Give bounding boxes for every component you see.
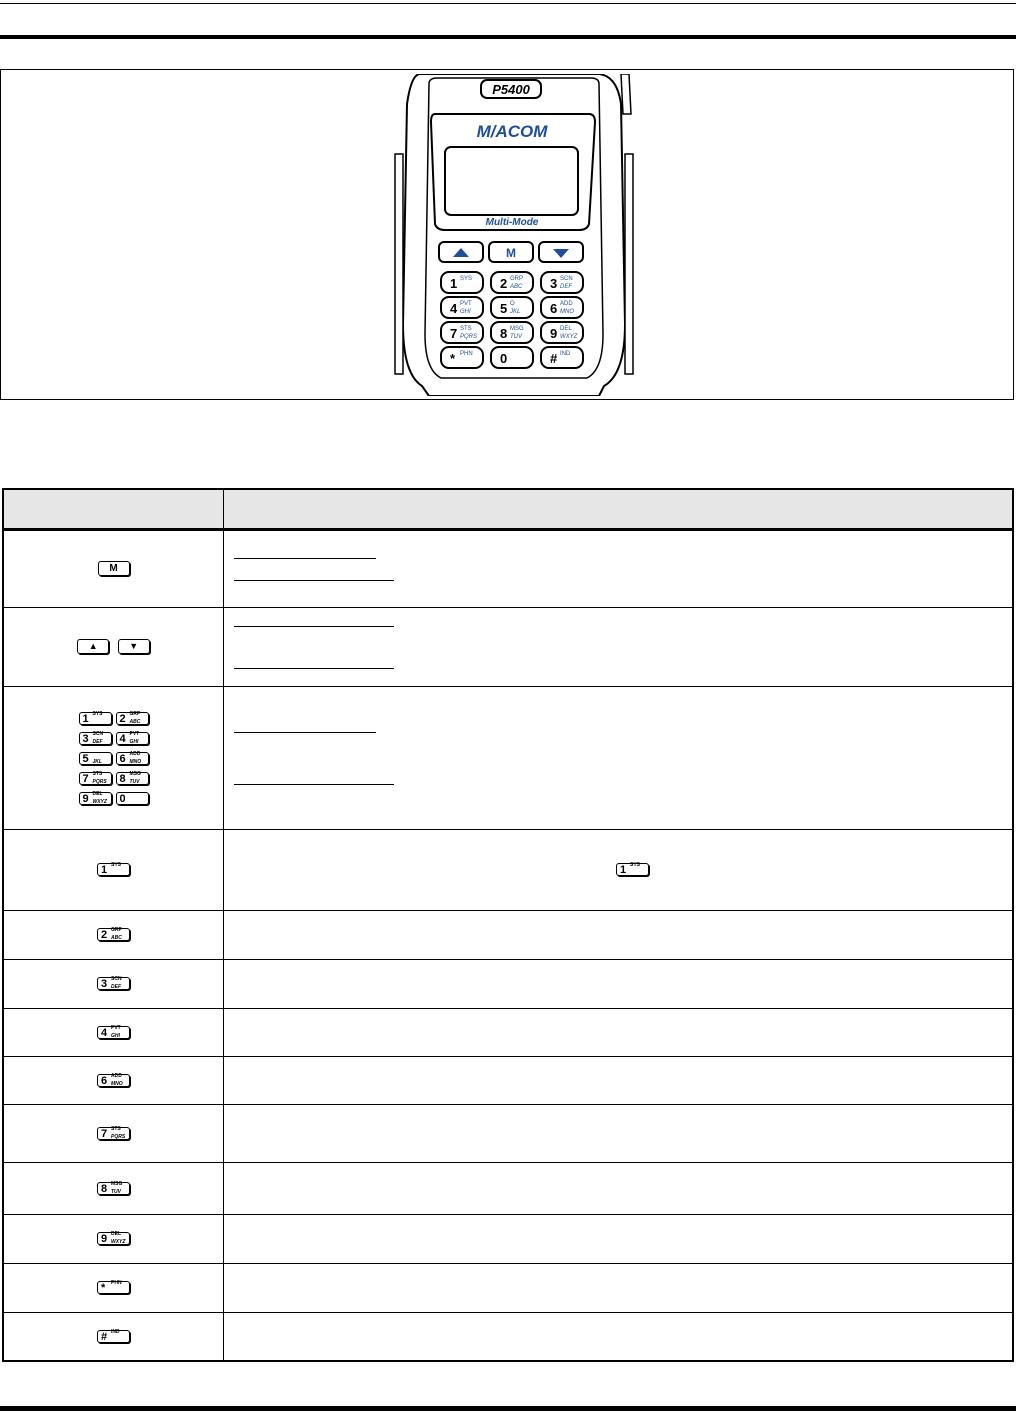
radio-key-letters-label: MNO [560, 309, 574, 315]
key-digit: 1 [82, 712, 89, 725]
key-letters-label: GHI [111, 1032, 120, 1039]
key-digit: 6 [101, 1074, 108, 1087]
key-letters-label: ABC [129, 718, 141, 725]
radio-key-digit: * [450, 351, 456, 366]
radio-key-digit: 7 [450, 326, 458, 341]
table-row [3, 608, 1013, 687]
table-row [3, 1163, 1013, 1215]
key-function-label: STS [111, 1125, 121, 1132]
radio-key-function-label: ADD [560, 301, 573, 307]
radio-key-down[interactable] [539, 242, 583, 262]
key-letters-label: MNO [111, 1080, 123, 1087]
table-row [3, 1105, 1013, 1163]
radio-key-digit: 6 [550, 301, 558, 316]
key-digit: 8 [119, 772, 126, 785]
table-row [3, 1313, 1013, 1361]
key-function-table [2, 488, 1014, 1362]
key-star [97, 1281, 130, 1294]
key-function-label: STS [92, 770, 103, 777]
key-letters-label: TUV [129, 778, 140, 785]
key-function-label: PVT [111, 1024, 121, 1031]
svg-text:M: M [506, 246, 516, 260]
radio-key-5[interactable] [491, 297, 533, 318]
table-row [3, 911, 1013, 960]
blank-underline [234, 557, 376, 559]
header-description-column [224, 489, 1014, 530]
key-function-label: ADD [111, 1072, 122, 1079]
radio-key-function-label: IND [560, 351, 571, 357]
radio-key-6[interactable] [541, 297, 583, 318]
key-digit: 9 [101, 1233, 108, 1246]
blank-underline [234, 667, 394, 669]
key-function-label: IND [111, 1328, 120, 1335]
key-6 [97, 1074, 130, 1087]
radio-key-digit: # [550, 351, 558, 366]
radio-key-8[interactable] [491, 322, 533, 343]
key-digit: 2 [101, 929, 108, 942]
radio-key-letters-label: JKL [510, 309, 521, 315]
table-row [3, 1009, 1013, 1057]
key-digit: 1 [620, 864, 627, 877]
key-digit: 7 [101, 1127, 108, 1140]
blank-underline [234, 731, 376, 733]
key-0 [116, 792, 149, 805]
key-letters-label: WXYZ [111, 1239, 126, 1246]
key-letters-label: WXYZ [92, 798, 107, 805]
radio-key-digit: 3 [550, 276, 558, 291]
radio-key-digit: 0 [500, 351, 508, 366]
key-letters-label: TUV [111, 1188, 121, 1195]
blank-underline [234, 783, 394, 785]
key-7 [79, 772, 112, 785]
radio-key-function-label: MSG [510, 326, 524, 332]
table-row [3, 530, 1013, 608]
menu-key: M [98, 561, 130, 576]
key-9 [79, 792, 112, 805]
radio-key-up[interactable] [439, 242, 483, 262]
header-rule-thick [0, 35, 1016, 39]
table-row [3, 1264, 1013, 1313]
table-row [3, 1215, 1013, 1264]
key-letters-label: MNO [129, 758, 142, 765]
key-5 [79, 752, 112, 765]
radio-key-function-label: O [510, 301, 515, 307]
key-digit: 4 [119, 732, 126, 745]
radio-key-letters-label: ABC [510, 284, 523, 290]
table-row [3, 687, 1013, 830]
key-function-label: ADD [129, 750, 141, 757]
radio-key-function-label: SCN [560, 276, 573, 282]
key-2 [116, 712, 149, 725]
key-hash [97, 1330, 130, 1343]
radio-key-2[interactable] [491, 272, 533, 293]
key-6 [116, 752, 149, 765]
brand-logo: M/ACOM [476, 122, 548, 141]
radio-key-7[interactable] [441, 322, 483, 343]
key-9 [97, 1232, 130, 1245]
key-function-label: SYS [92, 710, 103, 717]
blank-underline [234, 579, 394, 581]
key-8 [116, 772, 149, 785]
radio-key-function-label: STS [460, 326, 472, 332]
radio-key-digit: 1 [450, 276, 458, 291]
key-digit: 1 [101, 864, 108, 877]
key-function-label: PHN [111, 1280, 122, 1287]
key-function-label: GRP [111, 927, 122, 934]
key-function-label: DEL [111, 1231, 121, 1238]
radio-key-4[interactable] [441, 297, 483, 318]
key-8 [97, 1182, 130, 1195]
key-function-label: MSG [129, 770, 141, 777]
key-1 [97, 863, 130, 876]
footer-rule-thick [0, 1406, 1016, 1411]
key-letters-label: GHI [129, 738, 139, 745]
table-row [3, 830, 1013, 911]
radio-key-function-label: PHN [460, 351, 473, 357]
radio-key-digit: 2 [500, 276, 508, 291]
key-digit: 6 [119, 752, 126, 765]
table-row [3, 1057, 1013, 1105]
radio-figure [0, 69, 1014, 400]
key-digit: 9 [82, 792, 89, 805]
radio-key-letters-label: DEF [560, 284, 572, 290]
radio-key-letters-label: GHI [460, 309, 471, 315]
key-digit: 0 [119, 792, 126, 805]
arrow-down-key: ▼ [118, 639, 150, 654]
key-digit: 3 [101, 978, 108, 991]
radio-key-letters-label: WXYZ [560, 334, 578, 340]
keypad-key-stack [4, 712, 223, 805]
key-7 [97, 1127, 130, 1140]
radio-key-9[interactable] [541, 322, 583, 343]
key-digit: 8 [101, 1182, 108, 1195]
radio-key-letters-label: PQRS [460, 334, 478, 340]
key-letters-label: DEF [92, 738, 103, 745]
radio-key-star[interactable] [441, 347, 483, 368]
key-letters-label: PQRS [111, 1133, 126, 1140]
key-digit: 3 [82, 732, 89, 745]
radio-key-digit: 9 [550, 326, 558, 341]
key-digit: 2 [119, 712, 126, 725]
radio-key-digit: 8 [500, 326, 508, 341]
blank-underline [234, 625, 394, 627]
radio-key-menu[interactable] [489, 242, 533, 262]
radio-key-digit: 5 [500, 301, 508, 316]
key-3 [97, 977, 130, 990]
key-function-label: SCN [111, 976, 122, 983]
key-digit: 4 [101, 1026, 108, 1039]
key-function-label: SYS [630, 862, 641, 869]
table-row [3, 960, 1013, 1009]
key-4 [97, 1026, 130, 1039]
key-function-label: GRP [129, 710, 141, 717]
key-3 [79, 732, 112, 745]
key-letters-label: JKL [92, 758, 102, 765]
radio-key-function-label: DEL [560, 326, 572, 332]
radio-key-letters-label: TUV [510, 334, 522, 340]
key-digit: * [101, 1282, 106, 1295]
key-digit: # [101, 1330, 108, 1343]
display-caption: Multi-Mode [485, 217, 539, 228]
key-letters-label: DEF [111, 984, 121, 991]
key-digit: 7 [82, 772, 89, 785]
radio-key-function-label: PVT [460, 301, 472, 307]
radio-key-function-label: GRP [510, 276, 524, 282]
radio-key-1[interactable] [441, 272, 483, 293]
radio-key-0[interactable] [491, 347, 533, 368]
key-function-label: SYS [111, 862, 122, 869]
model-label: P5400 [492, 82, 530, 97]
header-key-column [3, 489, 224, 530]
key-1 [79, 712, 112, 725]
key-function-label: MSG [111, 1180, 123, 1187]
radio-key-function-label: SYS [460, 276, 473, 282]
key-function-label: SCN [92, 730, 104, 737]
key-2 [97, 928, 130, 941]
header-rule-thin [0, 3, 1016, 4]
radio-key-3[interactable] [541, 272, 583, 293]
key-function-label: PVT [129, 730, 140, 737]
inline-key-1 [616, 863, 649, 876]
key-digit: 5 [82, 752, 89, 765]
table-header-row [3, 489, 1013, 530]
arrow-up-key: ▲ [77, 639, 109, 654]
radio-illustration [389, 74, 637, 396]
radio-key-hash[interactable] [541, 347, 583, 368]
key-letters-label: PQRS [92, 778, 107, 785]
key-function-label: DEL [92, 790, 103, 797]
key-4 [116, 732, 149, 745]
radio-key-digit: 4 [450, 301, 458, 316]
key-letters-label: ABC [111, 935, 122, 942]
